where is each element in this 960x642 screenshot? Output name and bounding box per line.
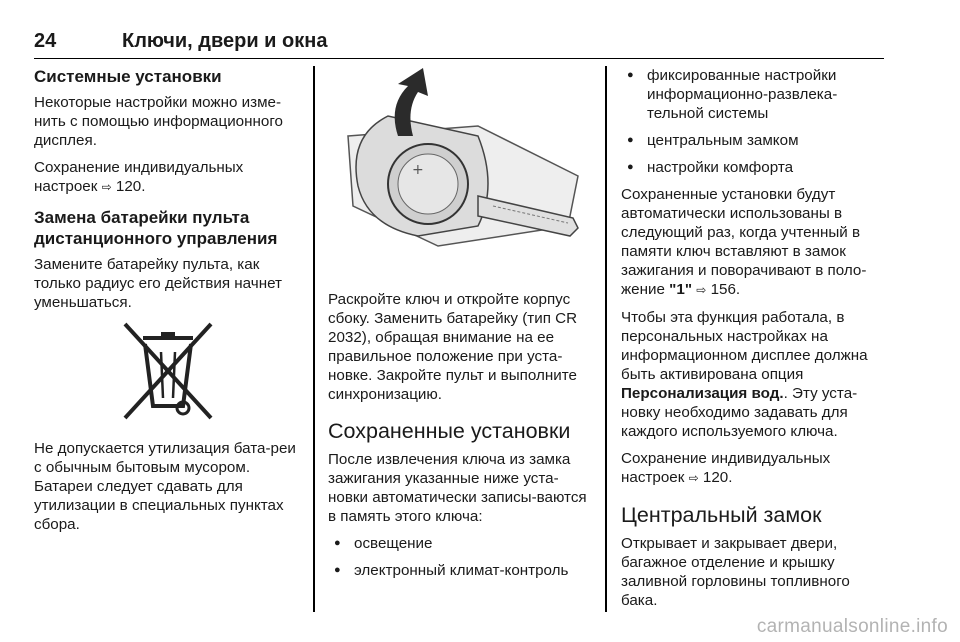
list-item: ● освещение [328, 534, 598, 553]
paragraph: Раскройте ключ и откройте корпус сбоку. Заменить батарейку (тип CR 2032), обращая внимание на ее правильное положение при уста-новке. Закройте пульт и выполните синхронизацию. [328, 291, 578, 403]
list-item: ● фиксированные настройки информационно-развлека-тельной системы [621, 66, 886, 123]
reference-arrow-icon: ⇨ [101, 180, 112, 194]
page-reference[interactable]: 156. [710, 281, 741, 298]
column-divider [313, 66, 315, 612]
svg-text:+: + [412, 162, 424, 178]
list-item: ● настройки комфорта [621, 158, 886, 177]
paragraph: Сохранение индивидуальных настроек ⇨ 120. [621, 450, 831, 486]
section-heading: Системные установки [34, 67, 222, 86]
column-2 [328, 66, 598, 588]
bullet-list [621, 66, 886, 177]
reference-arrow-icon: ⇨ [688, 471, 699, 485]
bullet-list [328, 534, 598, 580]
paragraph: Некоторые настройки можно изме-нить с помощью информационного дисплея. [34, 94, 283, 149]
reference-arrow-icon: ⇨ [696, 283, 707, 297]
section-heading: Сохраненные установки [328, 419, 571, 443]
paragraph: Замените батарейку пульта, как только радиус его действия начнет уменьшаться. [34, 256, 282, 311]
page-reference[interactable]: 120. [115, 178, 146, 195]
section-heading: Центральный замок [621, 503, 822, 527]
section-heading: Замена батарейки пульта дистанционного управления [34, 208, 278, 248]
paragraph: Сохраненные установки будут автоматически использованы в следующий раз, когда учтенный в памяти ключ вставляют в замок зажигания и поворачивают в поло-жение "1" ⇨ 156. [621, 186, 867, 298]
column-divider [605, 66, 607, 612]
paragraph: Сохранение индивидуальных настроек ⇨ 120. [34, 159, 244, 195]
paragraph: Чтобы эта функция работала, в персональных настройках на информационном дисплее должна быть активирована опция Персонализация вод.. Эту уста-новку необходимо задавать для каждого используемого ключа. [621, 309, 868, 440]
page-header [34, 30, 884, 59]
page-number: 24 [34, 30, 57, 52]
page-title: Ключи, двери и окна [122, 30, 328, 52]
list-item: ● электронный климат-контроль [328, 561, 598, 580]
watermark: carmanualsonline.info [756, 616, 948, 637]
list-item: ● центральным замком [621, 131, 886, 150]
paragraph: Не допускается утилизация бата-реи с обычным бытовым мусором. Батареи следует сдавать для утилизации в специальных пунктах сбора. [34, 440, 296, 533]
paragraph: Открывает и закрывает двери, багажное отделение и крышку заливной горловины топливного бака. [621, 535, 850, 609]
crossed-bin-recycling-icon [113, 320, 223, 425]
paragraph: После извлечения ключа из замка зажигания указанные ниже уста-новки автоматически записы-ваются в память этого ключа: [328, 451, 587, 525]
key-battery-illustration [328, 66, 588, 276]
page-reference[interactable]: 120. [702, 469, 733, 486]
column-1 [34, 66, 302, 542]
column-3 [621, 66, 886, 618]
